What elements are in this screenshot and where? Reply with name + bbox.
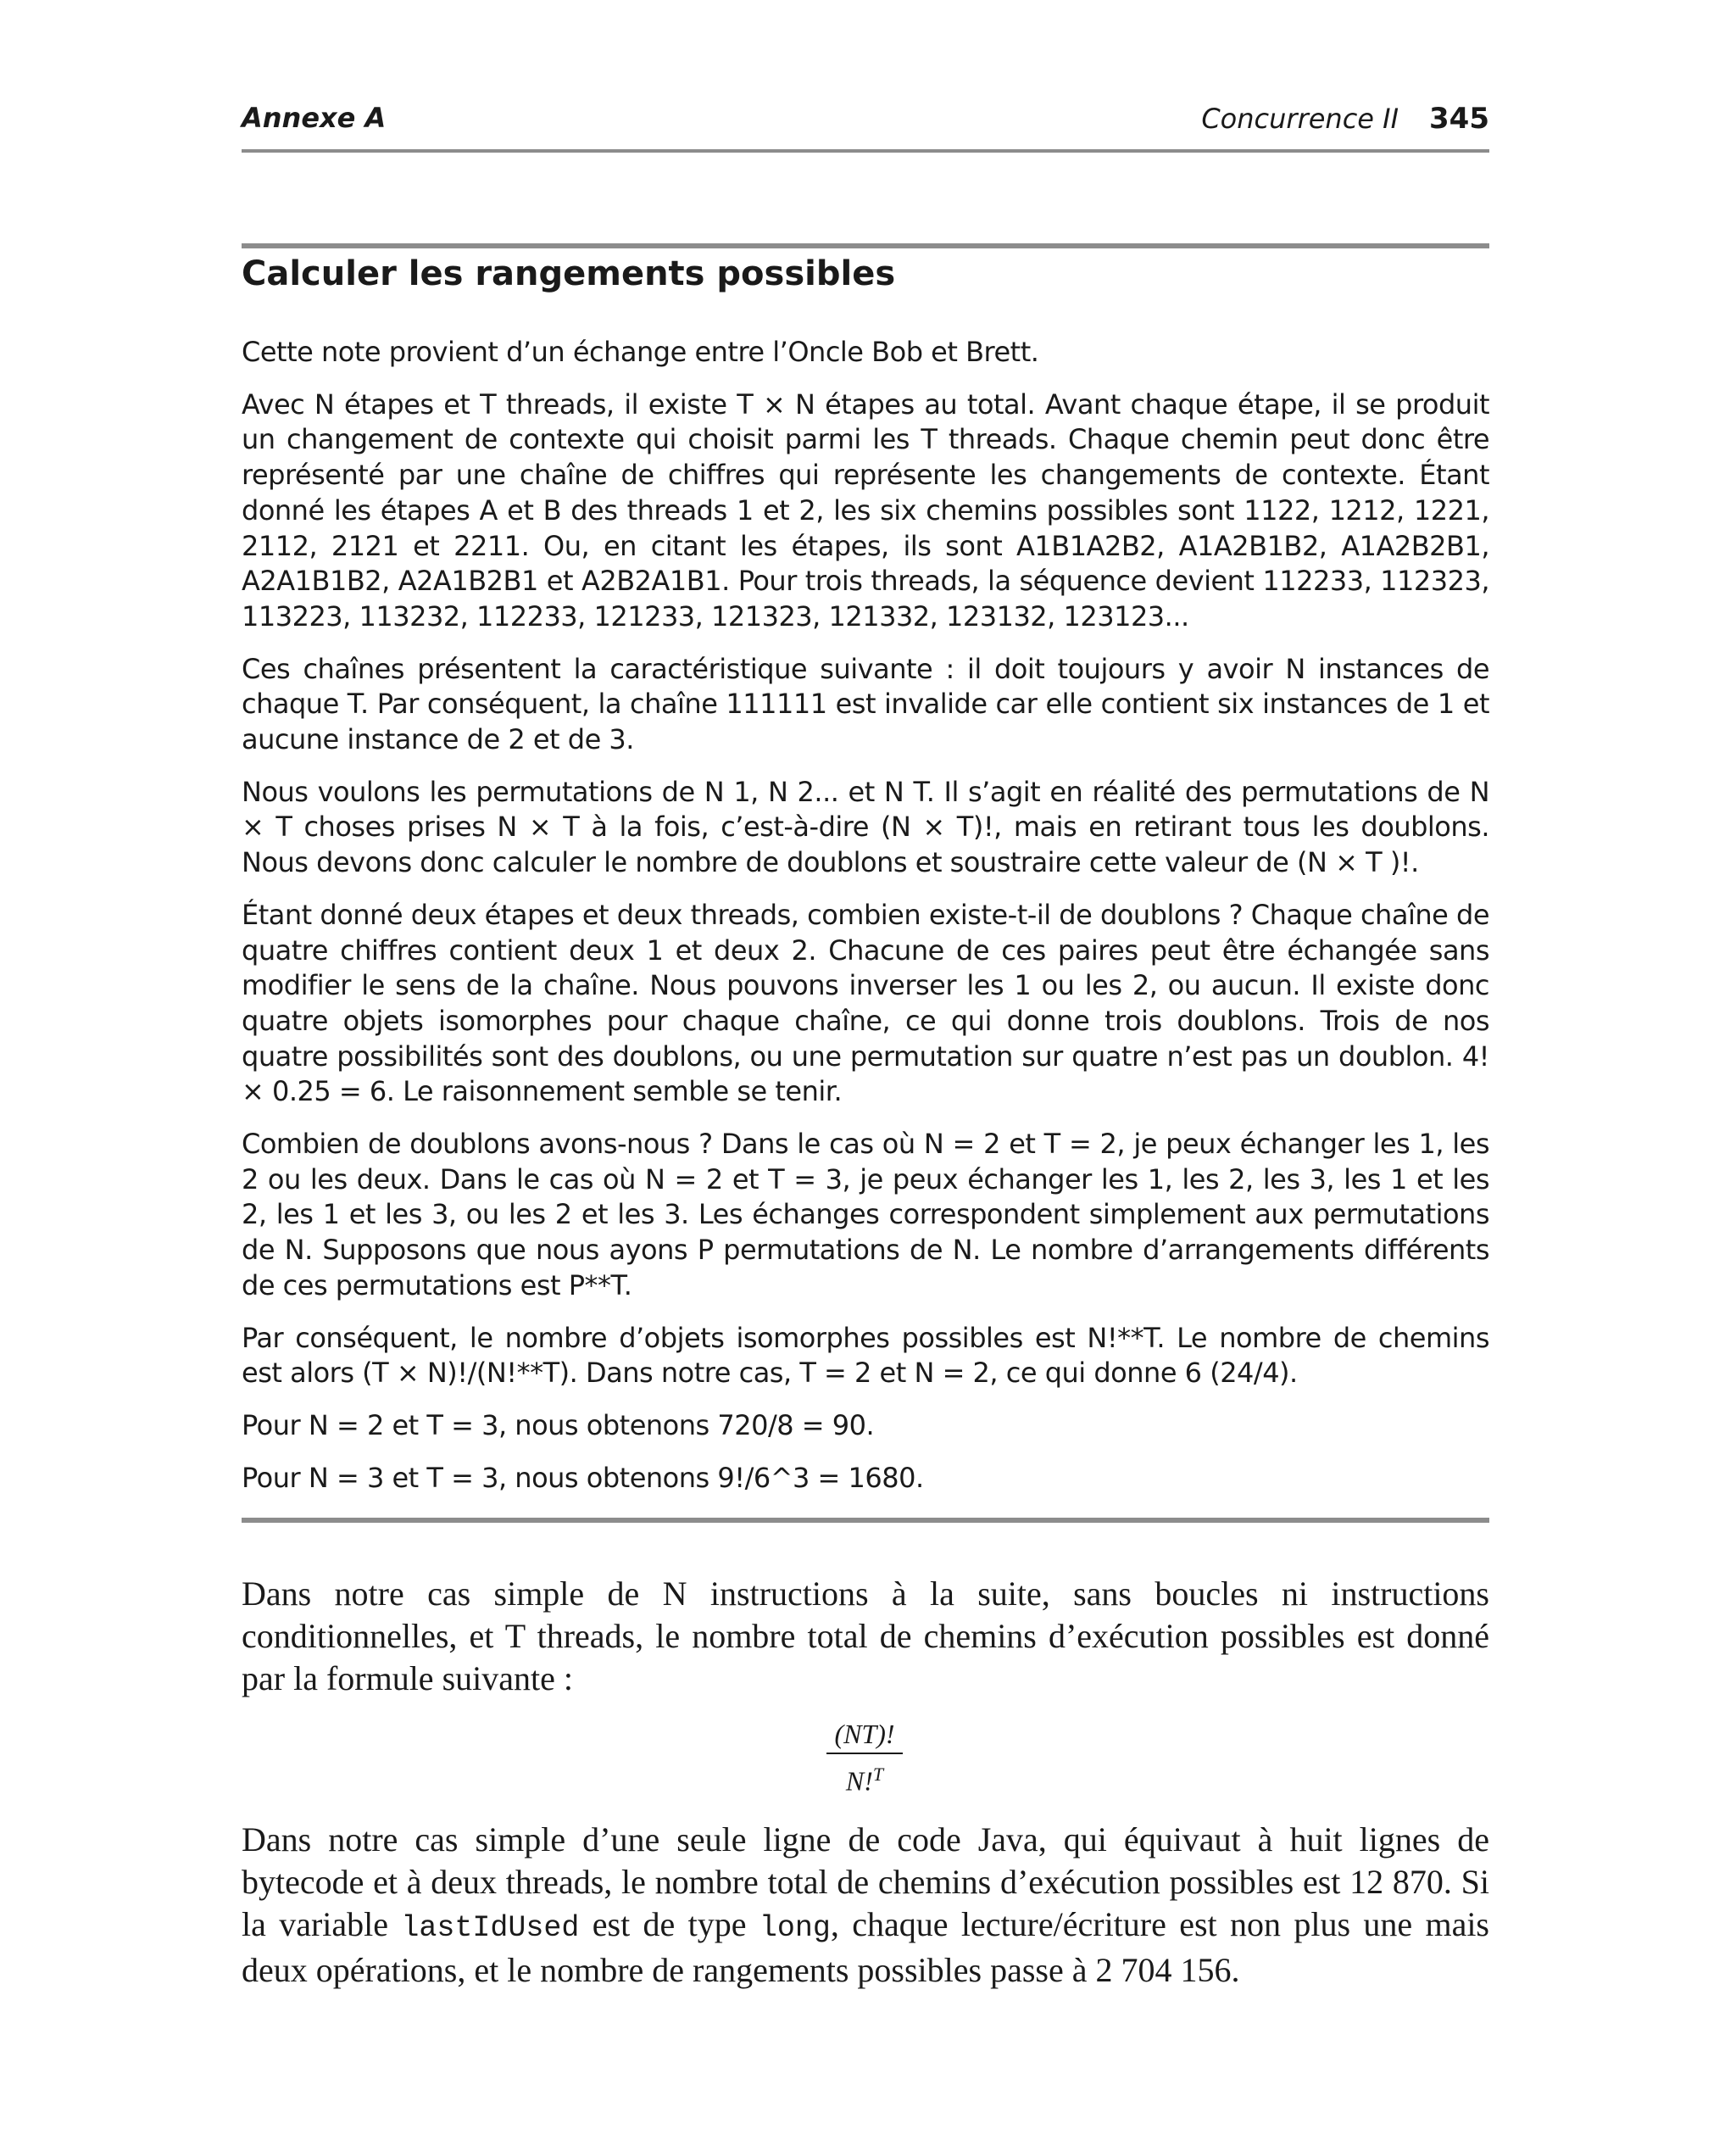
header-rule xyxy=(242,149,1489,153)
fraction-bar xyxy=(826,1753,903,1754)
box-title: Calculer les rangements possibles xyxy=(242,254,896,293)
fraction xyxy=(826,1717,903,1797)
running-header xyxy=(242,102,1489,136)
box-paragraph: Combien de doublons avons-nous ? Dans le cas où N = 2 et T = 2, je peux échanger les 1, les 2 ou les deux. Dans le cas où N = 2 et T = 3, je peux échanger les 1, les 2, les 3, les 1 et les 2, les 1 et les 3, ou les 2 et les 3. Les échanges correspondent simplement aux permutations de N. Supposons que nous ayons P permutations de N. Le nombre d’arrangements différents de ces permutations est P**T. xyxy=(242,1128,1489,1301)
formula xyxy=(242,1717,1489,1802)
box-paragraph: Ces chaînes présentent la caractéristique suivante : il doit toujours y avoir N instances de chaque T. Par conséquent, la chaîne 111111 est invalide car elle contient six instances de 1 et aucune instance de 2 et de 3. xyxy=(242,652,1489,756)
box-top-rule xyxy=(242,243,1489,248)
formula-numerator: (NT)! xyxy=(834,1719,895,1749)
box-paragraph: Pour N = 3 et T = 3, nous obtenons 9!/6^3 = 1680. xyxy=(242,1461,924,1494)
box-paragraph: Nous voulons les permutations de N 1, N 2... et N T. Il s’agit en réalité des permutations de N × T choses prises N × T à la fois, c’est-à-dire (N × T)!, mais en retirant tous les doublons. Nous devons donc calculer le nombre de doublons et soustraire cette valeur de (N × T )!. xyxy=(242,775,1489,879)
body-paragraph: Dans notre cas simple de N instructions à la suite, sans boucles ni instructions conditionnelles, et T threads, le nombre total de chemins d’exécution possibles est donné par la formule suivante : xyxy=(242,1574,1489,1697)
box-paragraph: Pour N = 2 et T = 3, nous obtenons 720/8 = 90. xyxy=(242,1408,875,1441)
code-variable: lastIdUsed xyxy=(401,1911,580,1945)
box-body xyxy=(242,335,1489,1513)
box-bottom-rule xyxy=(242,1518,1489,1523)
body-text-1 xyxy=(242,1573,1489,1700)
section-and-page xyxy=(1201,102,1489,136)
box-paragraph: Par conséquent, le nombre d’objets isomorphes possibles est N!**T. Le nombre de chemins est alors (T × N)!/(N!**T). Dans notre cas, T = 2 et N = 2, ce qui donne 6 (24/4). xyxy=(242,1321,1489,1390)
chapter-label: Annexe A xyxy=(242,102,387,134)
section-label: Concurrence II xyxy=(1201,103,1399,135)
formula-exponent: T xyxy=(872,1764,884,1785)
formula-denominator: N!$^T$ xyxy=(845,1764,884,1797)
page-number: 345 xyxy=(1429,102,1489,136)
box-paragraph: Étant donné deux étapes et deux threads, combien existe-t-il de doublons ? Chaque chaîne de quatre chiffres contient deux 1 et deux 2. Chacune de ces paires peut être échangée sans modifier le sens de la chaîne. Nous pouvons inverser les 1 ou les 2, ou aucun. Il existe donc quatre objets isomorphes pour chaque chaîne, ce qui donne trois doublons. Trois de nos quatre possibilités sont des doublons, ou une permutation sur quatre n’est pas un doublon. 4! × 0.25 = 6. Le raisonnement semble se tenir. xyxy=(242,898,1489,1108)
body-text-2 xyxy=(242,1819,1489,1992)
body-paragraph: Dans notre cas simple d’une seule ligne de code Java, qui équivaut à huit lignes de bytecode et à deux threads, le nombre total de chemins d’exécution possibles est 12 870. Si la variable lastIdUsed est de type long, chaque lecture/écriture est non plus une mais deux opérations, et le nombre de rangements possibles passe à 2 704 156. xyxy=(242,1820,1489,1989)
box-paragraph: Avec N étapes et T threads, il existe T × N étapes au total. Avant chaque étape, il se produit un changement de contexte qui choisit parmi les T threads. Chaque chemin peut donc être représenté par une chaîne de chiffres qui représente les changements de contexte. Étant donné les étapes A et B des threads 1 et 2, les six chemins possibles sont 1122, 1212, 1221, 2112, 2121 et 2211. Ou, en citant les étapes, ils sont A1B1A2B2, A1A2B1B2, A1A2B2B1, A2A1B1B2, A2A1B2B1 et A2B2A1B1. Pour trois threads, la séquence devient 112233, 112323, 113223, 113232, 112233, 121233, 121323, 121332, 123132, 123123... xyxy=(242,387,1489,633)
code-type: long xyxy=(759,1911,831,1945)
box-paragraph: Cette note provient d’un échange entre l’Oncle Bob et Brett. xyxy=(242,336,1039,368)
